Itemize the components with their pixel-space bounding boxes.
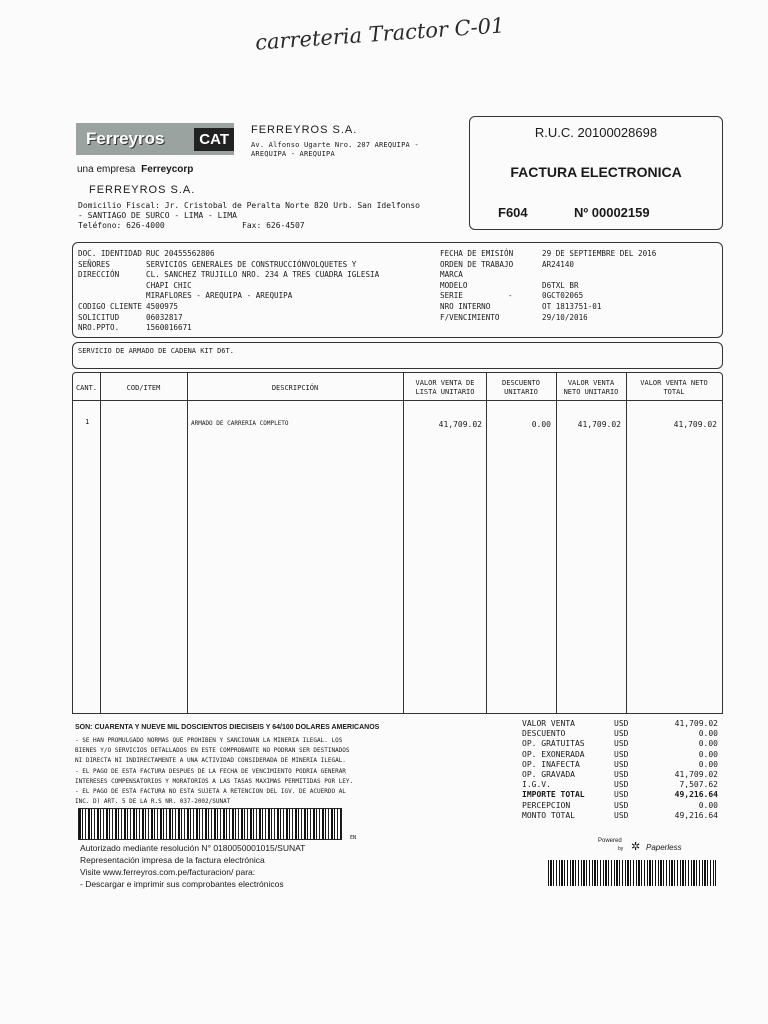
total-currency: USD bbox=[614, 810, 629, 820]
row-description: ARMADO DE CARRERIA COMPLETO bbox=[191, 420, 289, 427]
ferreycorp-brand: Ferreycorp bbox=[141, 164, 194, 175]
powered-label: Powered bbox=[598, 838, 622, 844]
total-row bbox=[522, 760, 718, 770]
legal-note-line: - EL PAGO DE ESTA FACTURA DESPUES DE LA FECHA DE VENCIMIENTO PODRIA GENERAR bbox=[75, 767, 346, 775]
ruc-number: R.U.C. 20100028698 bbox=[534, 125, 658, 140]
total-label: VALOR VENTA bbox=[522, 719, 575, 728]
header-item: COD/ITEM bbox=[126, 384, 161, 392]
tagline: una empresa Ferreycorp bbox=[77, 164, 194, 175]
header-net-total: VALOR VENTA NETO TOTAL bbox=[640, 379, 708, 396]
footer-representation: Representación impresa de la factura electrónica bbox=[80, 855, 265, 865]
total-currency: USD bbox=[614, 719, 629, 728]
total-label: PERCEPCION bbox=[522, 800, 571, 810]
invoice-field-label: MARCA bbox=[440, 270, 463, 280]
paperless-label: Paperless bbox=[646, 843, 682, 852]
linear-barcode bbox=[548, 860, 716, 886]
client-field-value: RUC 20455562806 bbox=[146, 249, 215, 258]
header-description: DESCRIPCIÓN bbox=[271, 384, 319, 392]
company-name: FERREYROS S.A. bbox=[89, 184, 196, 196]
total-label: IMPORTE TOTAL bbox=[522, 790, 585, 800]
client-field-label: DOC. IDENTIDAD bbox=[78, 249, 143, 258]
client-field-value: 1560016671 bbox=[146, 323, 192, 333]
client-field-label: SEÑORES bbox=[78, 259, 111, 269]
cat-logo: CAT bbox=[194, 128, 234, 151]
invoice-field-label: F/VENCIMIENTO bbox=[440, 312, 500, 322]
invoice-field-label: ORDEN DE TRABAJO bbox=[440, 259, 514, 269]
amount-in-words: SON: CUARENTA Y NUEVE MIL DOSCIENTOS DIECISEIS Y 64/100 DOLARES AMERICANOS bbox=[75, 724, 380, 731]
by-label: by bbox=[618, 846, 624, 852]
client-field-value: MIRAFLORES - AREQUIPA - AREQUIPA bbox=[146, 291, 293, 301]
company-name-top: FERREYROS S.A. bbox=[251, 124, 358, 136]
invoice-field-value: 29/10/2016 bbox=[542, 312, 588, 322]
company-fax: Fax: 626-4507 bbox=[242, 221, 305, 230]
total-currency: USD bbox=[614, 759, 629, 769]
handwritten-note: carreteria Tractor C-01 bbox=[254, 13, 506, 55]
document-type: FACTURA ELECTRONICA bbox=[510, 164, 682, 180]
invoice-field-value: AR24140 bbox=[542, 259, 575, 269]
total-row bbox=[522, 790, 718, 800]
header-qty: CANT. bbox=[75, 384, 98, 392]
legal-note-line: NI DIRECTA NI INDIRECTAMENTE A UNA ACTIVIDAD CONSIDERADA DE MINERIA ILEGAL. bbox=[75, 757, 346, 765]
total-label: OP. INAFECTA bbox=[522, 759, 580, 769]
invoice-series: F604 bbox=[498, 205, 528, 220]
total-label: OP. GRATUITAS bbox=[522, 739, 585, 749]
total-currency: USD bbox=[614, 729, 629, 739]
row-qty: 1 bbox=[85, 418, 90, 426]
total-row bbox=[522, 770, 718, 780]
total-row bbox=[522, 801, 718, 811]
total-label: OP. GRAVADA bbox=[522, 770, 575, 779]
total-row bbox=[522, 719, 718, 729]
ferreyros-logo bbox=[76, 123, 234, 155]
stamp-mark: EN bbox=[350, 835, 357, 841]
total-currency: USD bbox=[614, 780, 629, 790]
total-amount: 0.00 bbox=[698, 739, 718, 749]
client-field-value: SERVICIOS GENERALES DE CONSTRUCCIÓNVOLQUETES Y bbox=[146, 259, 357, 269]
invoice-field-label: NRO INTERNO bbox=[440, 302, 491, 311]
total-currency: USD bbox=[614, 739, 629, 749]
serie-dash: - bbox=[508, 291, 513, 301]
legal-note-line: BIENES Y/O SERVICIOS DETALLADOS EN ESTE COMPROBANTE NO PODRAN SER DESTINADOS bbox=[75, 747, 350, 755]
total-label: MONTO TOTAL bbox=[522, 810, 575, 820]
total-amount: 7,507.62 bbox=[679, 780, 718, 790]
total-row bbox=[522, 729, 718, 739]
footer-resolution: Autorizado mediante resolución N° 0180050001015/SUNAT bbox=[80, 843, 306, 853]
invoice-field-value: OT 1813751-01 bbox=[542, 302, 602, 311]
service-note: SERVICIO DE ARMADO DE CADENA KIT D6T. bbox=[78, 347, 234, 355]
legal-note-line: INC. D) ART. 5 DE LA R.S NR. 037-2002/SUNAT bbox=[75, 798, 231, 806]
total-amount: 41,709.02 bbox=[674, 770, 718, 779]
client-field-label: CODIGO CLIENTE bbox=[78, 302, 143, 311]
total-amount: 49,216.64 bbox=[674, 790, 718, 800]
fiscal-address-1: Domicilio Fiscal: Jr. Cristobal de Peralta Norte 820 Urb. San Idelfonso bbox=[78, 201, 420, 210]
footer-download: - Descargar e imprimir sus comprobantes electrónicos bbox=[80, 879, 284, 889]
powered-by-paperless bbox=[598, 838, 708, 858]
header-discount: DESCUENTO UNITARIO bbox=[502, 379, 540, 396]
invoice-id-box bbox=[469, 116, 723, 230]
invoice-number: Nº 00002159 bbox=[574, 205, 650, 220]
invoice-field-label: MODELO bbox=[440, 280, 468, 290]
client-field-label: DIRECCIÓN bbox=[78, 270, 120, 280]
legal-note-line: INTERESES COMPENSATORIOS Y MORATORIOS A LAS TASAS MAXIMAS PERMITIDAS POR LEY. bbox=[75, 777, 354, 785]
total-row bbox=[522, 780, 718, 790]
row-net-unit: 41,709.02 bbox=[577, 420, 621, 429]
total-row bbox=[522, 739, 718, 749]
total-currency: USD bbox=[614, 749, 629, 759]
invoice-field-value: 29 DE SEPTIEMBRE DEL 2016 bbox=[542, 249, 657, 258]
service-note-box bbox=[72, 342, 723, 369]
total-amount: 0.00 bbox=[698, 759, 718, 769]
legal-notes bbox=[75, 736, 353, 807]
client-field-value: 06032817 bbox=[146, 312, 183, 322]
total-label: I.G.V. bbox=[522, 780, 551, 790]
total-row bbox=[522, 811, 718, 821]
legal-note-line: - EL PAGO DE ESTA FACTURA NO ESTA SUJETA A RETENCION DEL IGV. DE ACUERDO AL bbox=[75, 788, 346, 796]
company-address-2: AREQUIPA - AREQUIPA bbox=[251, 150, 335, 158]
fiscal-address-2: - SANTIAGO DE SURCO - LIMA - LIMA bbox=[78, 211, 237, 220]
total-label: OP. EXONERADA bbox=[522, 749, 585, 759]
items-table bbox=[72, 372, 723, 714]
footer-visit: Visite www.ferreyros.com.pe/facturacion/ para: bbox=[80, 867, 256, 877]
invoice-field-value: 0GCT02065 bbox=[542, 291, 584, 301]
client-field-value: CHAPI CHIC bbox=[146, 280, 192, 290]
legal-note-line: - SE HAN PROMULGADO NORMAS QUE PROHIBEN Y SANCIONAN LA MINERIA ILEGAL. LOS bbox=[75, 737, 343, 744]
total-label: DESCUENTO bbox=[522, 729, 566, 739]
pdf417-barcode bbox=[78, 808, 342, 840]
total-currency: USD bbox=[614, 800, 629, 810]
paperless-icon: ✲ bbox=[631, 841, 641, 853]
total-currency: USD bbox=[614, 790, 629, 800]
row-discount: 0.00 bbox=[531, 420, 551, 429]
row-list-unit: 41,709.02 bbox=[438, 420, 482, 429]
logo-text: Ferreyros bbox=[86, 129, 165, 148]
row-net-total: 41,709.02 bbox=[673, 420, 717, 429]
header-net-unit: VALOR VENTA NETO UNITARIO bbox=[563, 379, 619, 396]
total-row bbox=[522, 750, 718, 760]
client-field-value: CL. SANCHEZ TRUJILLO NRO. 234 A TRES CUADRA IGLESIA bbox=[146, 270, 380, 280]
client-field-value: 4500975 bbox=[146, 302, 179, 311]
invoice-field-value: D6TXL BR bbox=[542, 280, 579, 290]
total-currency: USD bbox=[614, 770, 629, 779]
header-list-unit: VALOR VENTA DE LISTA UNITARIO bbox=[415, 379, 475, 396]
total-amount: 0.00 bbox=[698, 749, 718, 759]
company-address-1: Av. Alfonso Ugarte Nro. 207 AREQUIPA - bbox=[251, 141, 419, 149]
total-amount: 41,709.02 bbox=[674, 719, 718, 728]
client-field-label: NRO.PPTO. bbox=[78, 323, 120, 333]
total-amount: 49,216.64 bbox=[674, 810, 718, 820]
invoice-field-label: SERIE bbox=[440, 291, 463, 301]
total-amount: 0.00 bbox=[698, 729, 718, 739]
invoice-field-label: FECHA DE EMISIÓN bbox=[440, 249, 514, 258]
total-amount: 0.00 bbox=[698, 800, 718, 810]
client-field-label: SOLICITUD bbox=[78, 312, 120, 322]
company-phone: Teléfono: 626-4000 bbox=[78, 221, 165, 230]
